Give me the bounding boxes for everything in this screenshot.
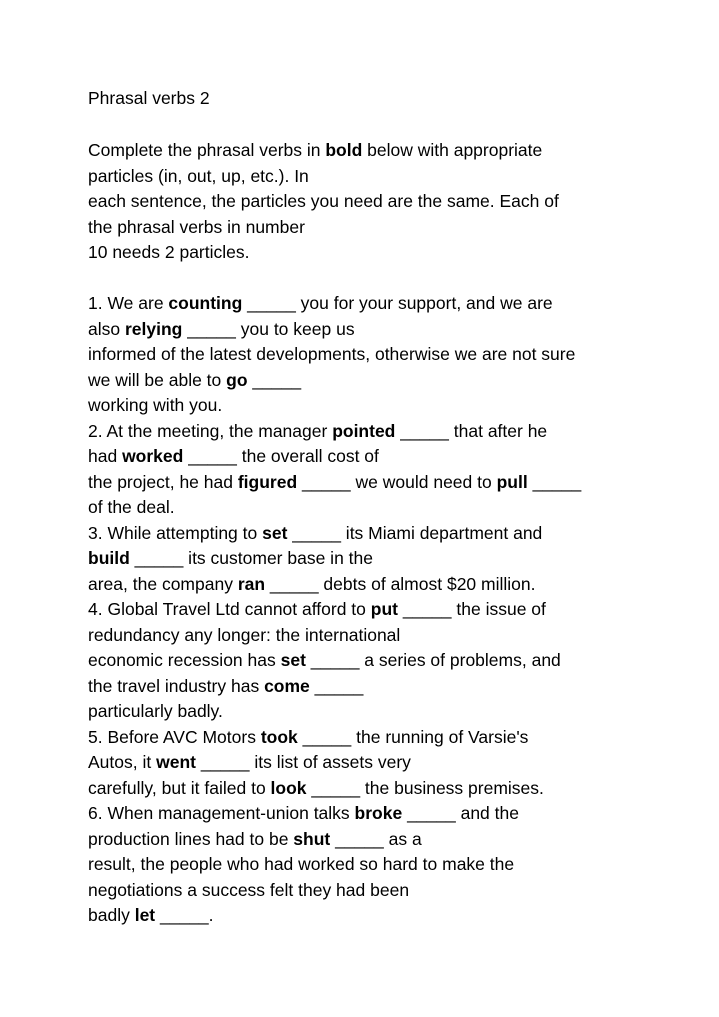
bold-phrasal-verb: set xyxy=(280,650,306,670)
text-segment: working with you. xyxy=(88,395,223,415)
text-segment: 10 needs 2 particles. xyxy=(88,242,250,262)
text-segment: informed of the latest developments, otherwise we are not sure xyxy=(88,344,576,364)
bold-phrasal-verb: went xyxy=(156,752,196,772)
text-line xyxy=(88,880,409,900)
text-line xyxy=(88,905,214,925)
text-segment: _____ you to keep us xyxy=(182,318,355,339)
bold-phrasal-verb: figured xyxy=(237,471,298,492)
text-segment: below with appropriate xyxy=(362,140,543,160)
text-segment: production lines had to be xyxy=(88,828,294,849)
text-line xyxy=(88,676,363,696)
bold-phrasal-verb: counting xyxy=(168,293,243,313)
text-line xyxy=(88,472,581,492)
text-segment: 5. Before AVC Motors xyxy=(88,726,261,747)
text-segment: _____ the business premises. xyxy=(306,777,544,798)
text-segment: _____ you for your support, and we are xyxy=(242,293,553,313)
text-line xyxy=(88,421,547,441)
text-segment: _____ xyxy=(247,369,302,390)
bold-phrasal-verb: bold xyxy=(325,140,363,160)
bold-phrasal-verb: broke xyxy=(354,803,403,823)
text-segment: _____ xyxy=(309,675,364,696)
text-segment: also xyxy=(88,318,125,339)
text-line xyxy=(88,854,514,874)
text-segment: _____ xyxy=(527,471,582,492)
text-segment: carefully, but it failed to xyxy=(88,777,271,798)
text-line xyxy=(88,523,542,543)
text-line xyxy=(88,829,422,849)
text-segment: _____ that after he xyxy=(395,420,548,441)
bold-phrasal-verb: put xyxy=(370,599,398,619)
text-segment: _____ the running of Varsie's xyxy=(297,726,529,747)
text-segment: we will be able to xyxy=(88,369,227,390)
text-line xyxy=(88,344,575,364)
text-line xyxy=(88,778,544,798)
text-segment: redundancy any longer: the international xyxy=(88,624,401,645)
text-line xyxy=(88,140,542,160)
bold-phrasal-verb: build xyxy=(88,548,130,568)
text-line xyxy=(88,446,379,466)
bold-phrasal-verb: took xyxy=(260,726,298,747)
text-segment: 3. While attempting to xyxy=(88,522,263,543)
text-segment: _____ a series of problems, and xyxy=(305,650,561,670)
text-segment: _____ the issue of xyxy=(398,599,546,619)
text-segment: _____ we would need to xyxy=(297,471,497,492)
text-line xyxy=(88,625,400,645)
bold-phrasal-verb: shut xyxy=(293,828,331,849)
text-segment: each sentence, the particles you need are the same. Each of xyxy=(88,191,559,211)
bold-phrasal-verb: go xyxy=(226,369,248,390)
text-line xyxy=(88,395,222,415)
text-segment: 2. At the meeting, the manager xyxy=(88,420,333,441)
text-line xyxy=(88,650,561,670)
bold-phrasal-verb: pull xyxy=(496,471,528,492)
text-segment: _____ the overall cost of xyxy=(183,446,379,466)
text-line xyxy=(88,166,309,186)
text-line xyxy=(88,803,519,823)
bold-phrasal-verb: pointed xyxy=(332,420,396,441)
text-segment: particles (in, out, up, etc.). In xyxy=(88,165,309,186)
bold-phrasal-verb: worked xyxy=(122,446,184,466)
text-line xyxy=(88,599,546,619)
text-segment: economic recession has xyxy=(88,650,281,670)
text-line xyxy=(88,293,553,313)
text-segment: _____ and the xyxy=(402,803,519,823)
document-title: Phrasal verbs 2 xyxy=(88,88,210,108)
text-segment: the travel industry has xyxy=(88,675,265,696)
text-segment: negotiations a success felt they had been xyxy=(88,879,410,900)
text-segment: the project, he had xyxy=(88,471,238,492)
text-line xyxy=(88,217,305,237)
text-line xyxy=(88,548,373,568)
text-line xyxy=(88,497,175,517)
text-segment: had xyxy=(88,446,123,466)
text-segment: _____ its customer base in the xyxy=(129,548,373,568)
text-line xyxy=(88,319,355,339)
bold-phrasal-verb: come xyxy=(264,675,310,696)
text-line xyxy=(88,701,223,721)
text-segment: _____ as a xyxy=(330,828,422,849)
text-segment: particularly badly. xyxy=(88,701,223,721)
text-segment: _____ its Miami department and xyxy=(287,522,543,543)
text-segment: _____ its list of assets very xyxy=(195,752,411,772)
bold-phrasal-verb: let xyxy=(134,905,156,925)
text-line xyxy=(88,191,559,211)
text-segment: of the deal. xyxy=(88,497,175,517)
text-line xyxy=(88,752,411,772)
text-segment: 4. Global Travel Ltd cannot afford to xyxy=(88,599,371,619)
text-segment: _____ debts of almost $20 million. xyxy=(265,573,536,594)
text-segment: the phrasal verbs in number xyxy=(88,216,305,237)
text-segment: 1. We are xyxy=(88,293,169,313)
text-line xyxy=(88,242,250,262)
text-line xyxy=(88,370,301,390)
text-segment: _____. xyxy=(155,905,214,925)
text-segment: Autos, it xyxy=(88,752,157,772)
bold-phrasal-verb: relying xyxy=(124,318,183,339)
text-segment: result, the people who had worked so hard to make the xyxy=(88,854,515,874)
bold-phrasal-verb: ran xyxy=(237,573,266,594)
bold-phrasal-verb: set xyxy=(262,522,288,543)
text-segment: 6. When management-union talks xyxy=(88,803,355,823)
text-line xyxy=(88,574,536,594)
text-segment: Complete the phrasal verbs in xyxy=(88,140,326,160)
text-line xyxy=(88,727,528,747)
text-segment: badly xyxy=(88,905,135,925)
text-segment: area, the company xyxy=(88,573,238,594)
bold-phrasal-verb: look xyxy=(270,777,307,798)
